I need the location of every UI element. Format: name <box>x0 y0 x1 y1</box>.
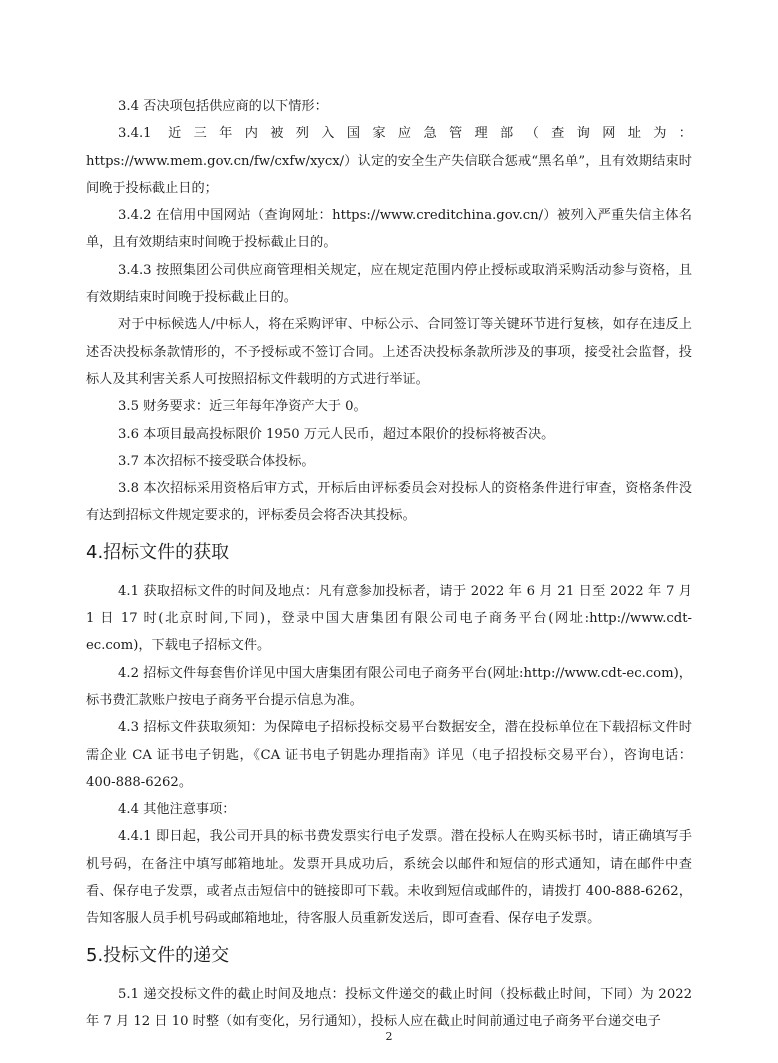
paragraph-4-3: 4.3 招标文件获取须知：为保障电子招标投标交易平台数据安全，潜在投标单位在下载招标文件时需企业 CA 证书电子钥匙，《CA 证书电子钥匙办理指南》详见（电子招投标交易平台），咨询电话：400-888-6262。 <box>86 720 692 790</box>
paragraph-4-1: 4.1 获取招标文件的时间及地点：凡有意参加投标者，请于 2022 年 6 月 21 日至 2022 年 7 月 1 日 17 时(北京时间,下同)，登录中国大唐集团有限公司电子商务平台(网址:http://www.cdt-ec.com)，下载电子招标文件。 <box>86 583 692 654</box>
paragraph-3-4-3: 3.4.3 按照集团公司供应商管理相关规定，应在规定范围内停止授标或取消采购活动参与资格，且有效期结束时间晚于投标截止日的。 <box>86 262 692 306</box>
paragraph-3-8: 3.8 本次招标采用资格后审方式，开标后由评标委员会对投标人的资格条件进行审查，资格条件没有达到招标文件规定要求的，评标委员会将否决其投标。 <box>86 481 692 524</box>
paragraph-4-4-1: 4.4.1 即日起，我公司开具的标书费发票实行电子发票。潜在投标人在购买标书时，请正确填写手机号码，在备注中填写邮箱地址。发票开具成功后，系统会以邮件和短信的形式通知，请在邮件中查看、保存电子发票，或者点击短信中的链接即可下载。未收到短信或邮件的，请拨打 400-888-6262，告知客服人员手机号码或邮箱地址，待客服人员重新发送后，即可查看、保存电子发票。 <box>86 829 692 927</box>
paragraph-review-clause: 对于中标候选人/中标人，将在采购评审、中标公示、合同签订等关键环节进行复核，如存在违反上述否决投标条款情形的，不予授标或不签订合同。上述否决投标条款所涉及的事项，接受社会监督，投标人及其利害关系人可按照招标文件载明的方式进行举证。 <box>86 317 692 387</box>
page-number: 2 <box>385 1030 393 1043</box>
paragraph-4-4: 4.4 其他注意事项： <box>118 802 236 818</box>
paragraph-3-6: 3.6 本项目最高投标限价 1950 万元人民币，超过本限价的投标将被否决。 <box>118 426 555 442</box>
section-heading-4: 4.招标文件的获取 <box>86 541 230 563</box>
paragraph-3-4-2: 3.4.2 在信用中国网站（查询网址：https://www.creditchina.gov.cn/）被列入严重失信主体名单，且有效期结束时间晚于投标截止日的。 <box>86 208 692 251</box>
paragraph-3-4-1: 3.4.1 近三年内被列入国家应急管理部（查询网址为：https://www.mem.gov.cn/fw/cxfw/xycx/）认定的安全生产失信联合惩戒“黑名单”，且有效期结束时间晚于投标截止日的； <box>86 126 692 196</box>
paragraph-3-7: 3.7 本次招标不接受联合体投标。 <box>118 453 315 469</box>
paragraph-4-2: 4.2 招标文件每套售价详见中国大唐集团有限公司电子商务平台(网址:http://www.cdt-ec.com)，标书费汇款账户按电子商务平台提示信息为准。 <box>86 665 692 708</box>
document-body <box>86 93 692 1035</box>
paragraph-3-4: 3.4 否决项包括供应商的以下情形： <box>118 99 328 114</box>
paragraph-3-5: 3.5 财务要求：近三年每年净资产大于 0。 <box>118 399 367 415</box>
paragraph-5-1: 5.1 递交投标文件的截止时间及地点：投标文件递交的截止时间（投标截止时间，下同）为 2022 年 7 月 12 日 10 时整（如有变化，另行通知），投标人应在截止时间前通过电子商务平台递交电子 <box>86 986 692 1029</box>
section-heading-5: 5.投标文件的递交 <box>86 944 230 966</box>
